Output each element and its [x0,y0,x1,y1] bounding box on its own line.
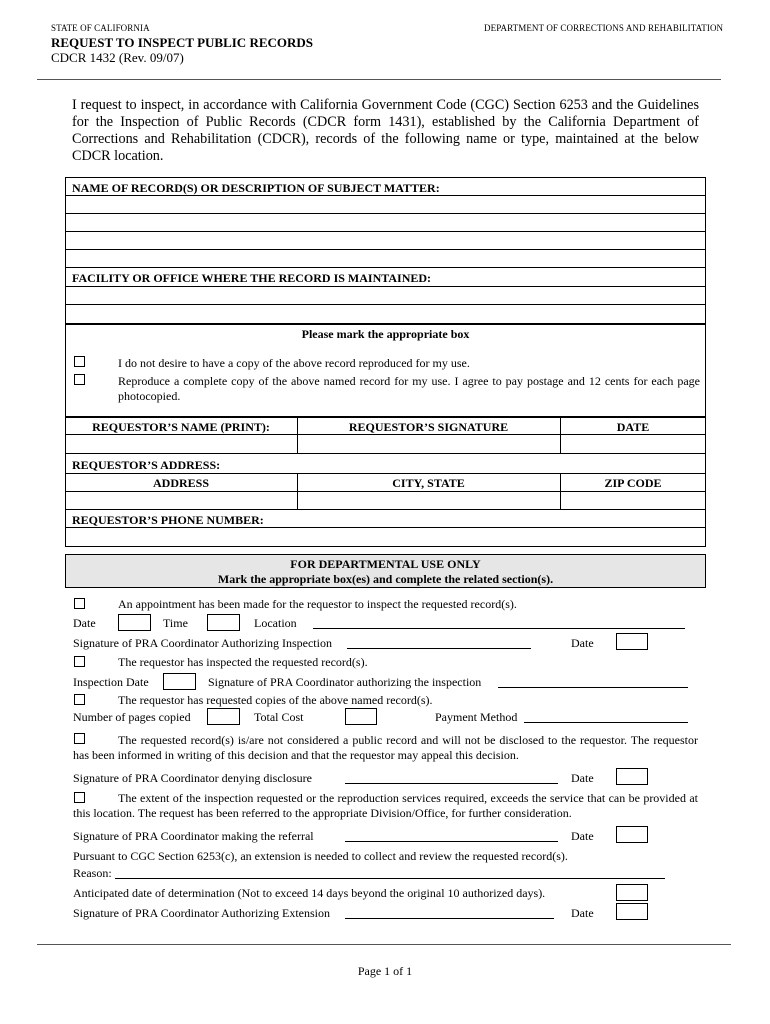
inspected-label: The requestor has inspected the requested record(s). [118,655,368,669]
total-cost-field[interactable] [345,708,377,725]
copy-options-heading: Please mark the appropriate box [301,327,470,341]
facility-header-row [65,268,706,287]
inspected-checkbox[interactable] [74,656,85,667]
sig-referral-field[interactable] [345,841,558,842]
form-number: CDCR 1432 (Rev. 09/07) [51,50,184,65]
sig-denying-label: Signature of PRA Coordinator denying disclosure [73,771,312,785]
anticipated-label: Anticipated date of determination (Not to exceed 14 days beyond the original 10 authorized days). [73,886,546,900]
appt-time-label: Time [163,616,188,630]
facility-line-2[interactable] [65,305,706,324]
not-public-label: The requested record(s) is/are not considered a public record and will not be disclosed to the requestor. The requestor has been informed in writing of this decision and that the requestor may appeal this decision. [73,733,698,762]
no-copy-checkbox[interactable] [74,356,85,367]
page-number: Page 1 of 1 [357,964,413,978]
city-col-label: CITY, STATE [392,476,465,490]
record-name-label: NAME OF RECORD(S) OR DESCRIPTION OF SUBJECT MATTER: [72,181,440,195]
appt-location-label: Location [254,616,297,630]
requestor-name-field[interactable] [65,435,706,454]
requestor-date-label: DATE [616,420,650,434]
reason-field[interactable] [115,878,665,879]
no-copy-label: I do not desire to have a copy of the above record reproduced for my use. [118,356,470,370]
appt-time-field[interactable] [207,614,240,631]
sig-the-inspection-label: Signature of PRA Coordinator authorizing the inspection [208,675,482,689]
facility-line-1[interactable] [65,287,706,305]
payment-method-field[interactable] [524,722,688,723]
pages-copied-field[interactable] [207,708,240,725]
address-divider [65,473,706,474]
sig-referral-date-field[interactable] [616,826,648,843]
sig-extension-field[interactable] [345,918,554,919]
state-label: STATE OF CALIFORNIA [51,23,150,33]
sig-denying-date-field[interactable] [616,768,648,785]
intro-paragraph: I request to inspect, in accordance with California Government Code (CGC) Section 6253 and the Guidelines for the Inspection of Public Records (CDCR form 1431), established by the California Department of Corrections and Rehabilitation (CDCR), records of the following name or type, maintained at the below CDCR location. [72,97,699,164]
appointment-checkbox[interactable] [74,598,85,609]
sig-authorizing-inspection-label: Signature of PRA Coordinator Authorizing Inspection [73,636,332,650]
sig-denying-field[interactable] [345,783,558,784]
record-line-4[interactable] [65,250,706,268]
anticipated-date-field[interactable] [616,884,648,901]
appointment-label: An appointment has been made for the requestor to inspect the requested record(s). [118,597,517,611]
dept-use-subheading: Mark the appropriate box(es) and complete the related section(s). [217,572,554,586]
facility-label: FACILITY OR OFFICE WHERE THE RECORD IS MAINTAINED: [72,271,432,285]
exceeds-label: The extent of the inspection requested or the reproduction services required, exceeds the service that can be provided at this location. The request has been referred to the appropriate Division/Office, for further consideration. [73,791,698,820]
requestor-signature-label: REQUESTOR’S SIGNATURE [348,420,509,434]
dept-use-heading: FOR DEPARTMENTAL USE ONLY [290,557,481,571]
sig-the-inspection-field[interactable] [498,687,688,688]
record-line-3[interactable] [65,232,706,250]
pages-copied-label: Number of pages copied [73,710,191,724]
phone-header-row [65,510,706,528]
sig-extension-label: Signature of PRA Coordinator Authorizing Extension [73,906,330,920]
requestor-phone-label: REQUESTOR’S PHONE NUMBER: [72,513,264,527]
requested-copies-checkbox[interactable] [74,694,85,705]
sig-authorizing-date-label: Date [571,636,594,650]
address-col-label: ADDRESS [152,476,209,490]
footer-divider [37,944,731,945]
total-cost-label: Total Cost [254,710,304,724]
reproduce-copy-checkbox[interactable] [74,374,85,385]
record-line-1[interactable] [65,196,706,214]
record-line-2[interactable] [65,214,706,232]
requested-copies-label: The requestor has requested copies of the above named record(s). [118,693,433,707]
appt-location-field[interactable] [313,628,685,629]
zip-col-label: ZIP CODE [604,476,662,490]
payment-method-label: Payment Method [435,710,518,724]
appt-date-field[interactable] [118,614,151,631]
reproduce-copy-label: Reproduce a complete copy of the above named record for my use. I agree to pay postage and 12 cents for each page photocopied. [118,374,700,403]
phone-field[interactable] [65,528,706,547]
requestor-address-heading: REQUESTOR’S ADDRESS: [72,458,221,472]
records-header-row [65,177,706,196]
sig-referral-label: Signature of PRA Coordinator making the referral [73,829,314,843]
department-label: DEPARTMENT OF CORRECTIONS AND REHABILITATION [484,23,724,33]
sig-authorizing-date-field[interactable] [616,633,648,650]
inspection-date-label: Inspection Date [73,675,149,689]
requestor-name-label: REQUESTOR’S NAME (PRINT): [92,420,270,434]
sig-extension-date-label: Date [571,906,594,920]
form-title: REQUEST TO INSPECT PUBLIC RECORDS [51,35,314,50]
sig-extension-date-field[interactable] [616,903,648,920]
inspection-date-field[interactable] [163,673,196,690]
address-field[interactable] [65,492,706,510]
sig-referral-date-label: Date [571,829,594,843]
appt-date-label: Date [73,616,96,630]
header-divider [37,79,721,80]
sig-denying-date-label: Date [571,771,594,785]
reason-label: Reason: [73,866,112,880]
sig-authorizing-inspection-field[interactable] [347,648,531,649]
pursuant-label: Pursuant to CGC Section 6253(c), an extension is needed to collect and review the requested record(s). [73,849,568,863]
